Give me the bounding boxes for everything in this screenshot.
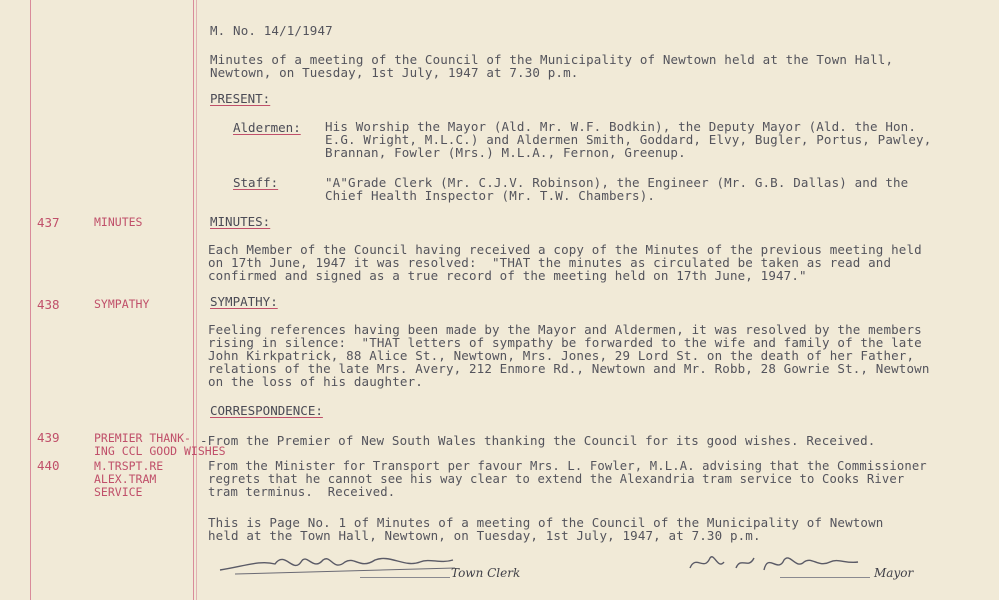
margin-note: PREMIER THANK- ING CCL GOOD WISHES bbox=[94, 431, 226, 458]
mayor-caption: Mayor bbox=[874, 566, 914, 580]
item-number: 440 bbox=[37, 458, 60, 473]
margin-rule-right bbox=[196, 0, 197, 600]
town-clerk-caption: Town Clerk bbox=[451, 566, 521, 580]
sympathy-resolution: Feeling references having been made by the Mayor and Aldermen, it was resolved by the members rising in silence: "THAT letters of sympathy be forwarded to the wife and family of the late John Kirkpatrick, 88 Alice St., Newtown, Mrs. Jones, 29 Lord St. on the death of her Father, relations of the late Mrs. Avery, 212 Enmore Rd., Newtown and Mr. Robb, 28 Gowrie St., Newtown on the loss of his daughter. bbox=[208, 322, 930, 389]
sympathy-heading: SYMPATHY: bbox=[210, 294, 278, 309]
margin-note: M.TRSPT.RE ALEX.TRAM SERVICE bbox=[94, 459, 164, 499]
correspondence-heading: CORRESPONDENCE: bbox=[210, 403, 323, 418]
premier-letter: -From the Premier of New South Wales thanking the Council for its good wishes. Received. bbox=[200, 433, 876, 448]
town-clerk-signature-line bbox=[360, 577, 450, 578]
mayor-signature-line bbox=[780, 577, 870, 578]
margin-rule-left bbox=[30, 0, 31, 600]
staff-label: Staff: bbox=[233, 175, 279, 190]
town-clerk-signature bbox=[215, 548, 465, 578]
minister-letter: From the Minister for Transport per favour Mrs. L. Fowler, M.L.A. advising that the Commissioner regrets that he cannot see his way clear to extend the Alexandria tram service to Cooks River tram terminus. Received. bbox=[208, 459, 927, 499]
present-heading: PRESENT: bbox=[210, 91, 271, 106]
minutes-heading: MINUTES: bbox=[210, 214, 271, 229]
margin-note: MINUTES bbox=[94, 215, 143, 229]
document-number: M. No. 14/1/1947 bbox=[210, 23, 333, 38]
item-number: 437 bbox=[37, 215, 60, 230]
staff-list: "A"Grade Clerk (Mr. C.J.V. Robinson), the Engineer (Mr. G.B. Dallas) and the Chief Health Inspector (Mr. T.W. Chambers). bbox=[325, 175, 909, 203]
minutes-resolution: Each Member of the Council having received a copy of the Minutes of the previous meeting held on 17th June, 1947 it was resolved: "THAT the minutes as circulated be taken as read and confirmed and signed as a true record of the meeting held on 17th June, 1947." bbox=[208, 242, 922, 283]
aldermen-label: Aldermen: bbox=[233, 120, 301, 135]
mayor-signature bbox=[686, 548, 866, 578]
intro-paragraph: Minutes of a meeting of the Council of the Municipality of Newtown held at the Town Hall, Newtown, on Tuesday, 1st July, 1947 at 7.30 p.m. bbox=[210, 52, 894, 80]
aldermen-list: His Worship the Mayor (Ald. Mr. W.F. Bodkin), the Deputy Mayor (Ald. the Hon. E.G. Wright, M.L.C.) and Aldermen Smith, Goddard, Elvy, Bugler, Portus, Pawley, Brannan, Fowler (Mrs.) M.L.A., Fernon, Greenup. bbox=[325, 119, 932, 160]
item-number: 438 bbox=[37, 297, 60, 312]
item-number: 439 bbox=[37, 430, 60, 445]
margin-rule-center bbox=[193, 0, 194, 600]
margin-note: SYMPATHY bbox=[94, 297, 150, 311]
page-footer-note: This is Page No. 1 of Minutes of a meeting of the Council of the Municipality of Newtown held at the Town Hall, Newtown, on Tuesday, 1st July, 1947, at 7.30 p.m. bbox=[208, 515, 884, 543]
